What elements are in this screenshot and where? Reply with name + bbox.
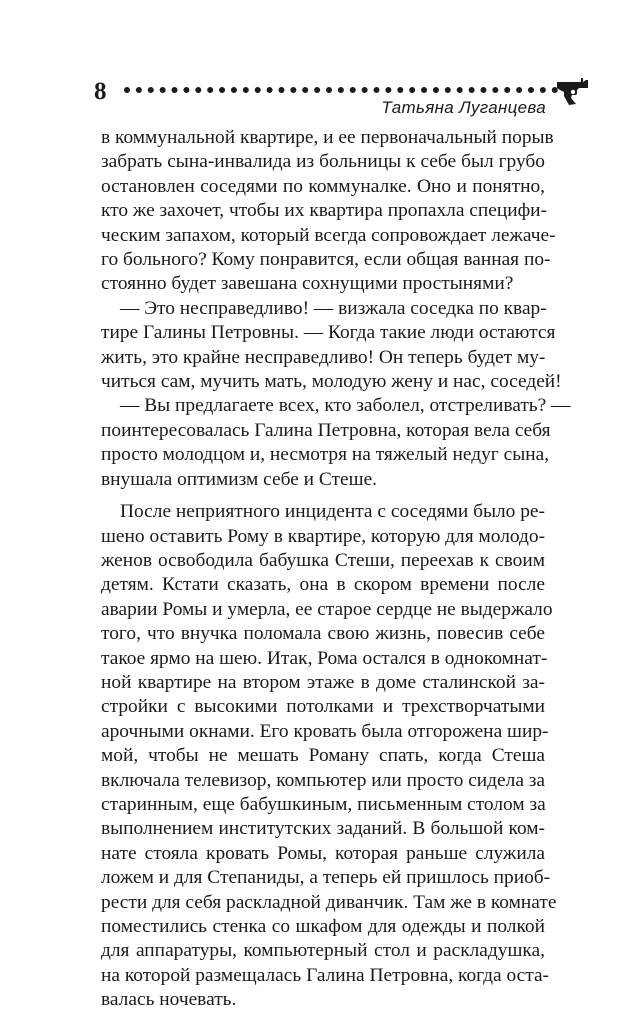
paragraph	[101, 297, 562, 395]
text-line: ложем и для Степаниды, а теперь ей пришлось приоб-	[101, 867, 551, 889]
text-line: тире Галины Петровны. — Когда такие люди остаются	[101, 322, 556, 344]
text-line: ческим запахом, который всегда сопровождает лежаче-	[101, 224, 556, 246]
paragraph	[101, 500, 557, 1013]
text-line: мой, чтобы не мешать Роману спать, когда Стеша	[101, 745, 545, 767]
running-header-author: Татьяна Луганцева	[381, 98, 546, 117]
text-line: нате стояла кровать Ромы, которая раньше служила	[101, 842, 545, 864]
text-line: — Это несправедливо! — визжала соседка по квар-	[120, 297, 547, 319]
text-line: забрать сына-инвалида из больницы к себе был грубо	[101, 151, 545, 173]
running-header	[0, 0, 639, 120]
text-line: женов освободила бабушка Стеши, переехав к своим	[101, 549, 545, 571]
text-line: поместились стенка со шкафом для одежды и полкой	[101, 916, 545, 937]
text-line: детям. Кстати сказать, она в скором времени после	[101, 574, 545, 596]
text-line: ной квартире на втором этаже в доме сталинской за-	[101, 671, 545, 693]
paragraph	[101, 394, 571, 492]
text-line: такое ярмо на шею. Итак, Рома остался в однокомнат-	[101, 647, 548, 669]
text-line: включала телевизор, компьютер или просто сидела за	[101, 769, 546, 791]
paragraph	[101, 126, 556, 297]
text-line: поинтересовалась Галина Петровна, которая вела себя	[101, 419, 551, 441]
text-line: стоянно будет завешана сохнущими простынями?	[101, 273, 514, 295]
text-line: читься сам, мучить мать, молодую жену и нас, соседей!	[101, 371, 562, 393]
text-line: После неприятного инцидента с соседями было ре-	[120, 501, 545, 523]
text-line: аварии Ромы и умерла, ее старое сердце не выдержало	[101, 598, 553, 620]
text-line: го больного? Кому понравится, если общая ванная по-	[101, 249, 551, 271]
text-line: рести для себя раскладной диванчик. Там же в комнате	[101, 891, 557, 913]
text-line: того, что внучка поломала свою жизнь, повесив себе	[101, 623, 545, 645]
text-line: для аппаратуры, компьютерный стол и раскладушка,	[101, 940, 545, 962]
text-line: жить, это крайне несправедливо! Он теперь будет му-	[101, 346, 546, 368]
page-body-text	[101, 126, 571, 1013]
text-line: арочными окнами. Его кровать была отгорожена шир-	[101, 720, 549, 742]
text-line: шено оставить Рому в квартире, которую для молодо-	[101, 525, 546, 547]
dotted-leader-line	[124, 87, 570, 95]
text-line: в коммунальной квартире, и ее первоначальный порыв	[101, 127, 554, 148]
text-line: кто же захочет, чтобы их квартира пропахла специфи-	[101, 200, 548, 222]
text-line: выполнением институтских заданий. В большой ком-	[101, 818, 545, 840]
text-line: валась ночевать.	[101, 989, 237, 1011]
page-number: 8	[94, 78, 107, 105]
text-line: стройки с высокими потолками и трехстворчатыми	[101, 696, 545, 718]
text-line: на которой размещалась Галина Петровна, когда оста-	[101, 964, 550, 986]
text-line: остановлен соседями по коммуналке. Оно и понятно,	[101, 175, 545, 197]
text-line: внушала оптимизм себе и Стеше.	[101, 468, 378, 490]
text-line: — Вы предлагаете всех, кто заболел, отстреливать? —	[120, 395, 571, 417]
paragraph-spacing	[101, 492, 545, 500]
revolver-icon	[555, 76, 589, 106]
text-line: старинным, еще бабушкиным, письменным столом за	[101, 793, 546, 815]
text-line: просто молодцом и, несмотря на тяжелый недуг сына,	[101, 444, 550, 466]
